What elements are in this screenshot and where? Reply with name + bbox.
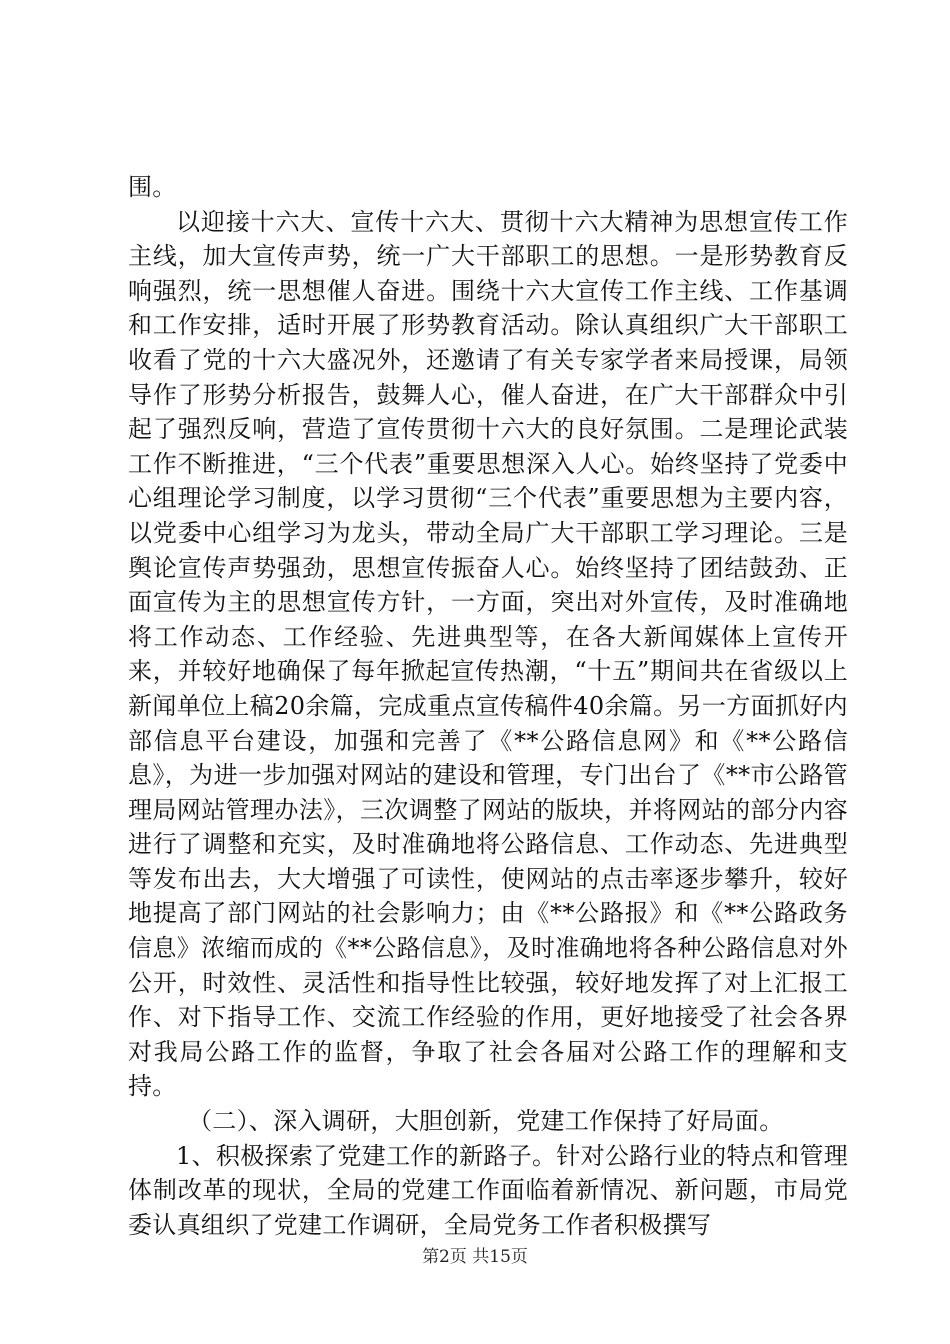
paragraph-party-building-exploration: 1、积极探索了党建工作的新路子。针对公路行业的特点和管理体制改革的现状，全局的党建工作面临着新情况、新问题，市局党委认真组织了党建工作调研，全局党务工作者积极撰写 bbox=[128, 1141, 848, 1239]
page-number-footer: 第2页 共15页 bbox=[422, 1247, 528, 1267]
paragraph-continuation: 围。 bbox=[128, 173, 177, 201]
paragraph-propaganda-work: 以迎接十六大、宣传十六大、贯彻十六大精神为思想宣传工作主线，加大宣传声势，统一广大干部职工的思想。一是形势教育反响强烈，统一思想催人奋进。围绕十六大宣传工作主线、工作基调和工作安排，适时开展了形势教育活动。除认真组织广大干部职工收看了党的十六大盛况外，还邀请了有关专家学者来局授课，局领导作了形势分析报告，鼓舞人心，催人奋进，在广大干部群众中引起了强烈反响，营造了宣传贯彻十六大的良好氛围。二是理论武装工作不断推进，“三个代表”重要思想深入人心。始终坚持了党委中心组理论学习制度，以学习贯彻“三个代表”重要思想为主要内容，以党委中心组学习为龙头，带动全局广大干部职工学习理论。三是舆论宣传声势强劲，思想宣传振奋人心。始终坚持了团结鼓劲、正面宣传为主的思想宣传方针，一方面，突出对外宣传，及时准确地将工作动态、工作经验、先进典型等，在各大新闻媒体上宣传开来，并较好地确保了每年掀起宣传热潮，“十五”期间共在省级以上新闻单位上稿20余篇，完成重点宣传稿件40余篇。另一方面抓好内部信息平台建设，加强和完善了《**公路信息网》和《**公路信息》，为进一步加强对网站的建设和管理，专门出台了《**市公路管理局网站管理办法》，三次调整了网站的版块，并将网站的部分内容进行了调整和充实，及时准确地将公路信息、工作动态、先进典型等发布出去，大大增强了可读性，使网站的点击率逐步攀升，较好地提高了部门网站的社会影响力；由《**公路报》和《**公路政务信息》浓缩而成的《**公路信息》，及时准确地将各种公路信息对外公开，时效性、灵活性和指导性比较强，较好地发挥了对上汇报工作、对下指导工作、交流工作经验的作用，更好地接受了社会各界对我局公路工作的监督，争取了社会各届对公路工作的理解和支持。 bbox=[128, 207, 848, 1101]
section-heading-party-building: （二）、深入调研，大胆创新，党建工作保持了好局面。 bbox=[188, 1107, 784, 1136]
document-body bbox=[128, 170, 848, 1242]
